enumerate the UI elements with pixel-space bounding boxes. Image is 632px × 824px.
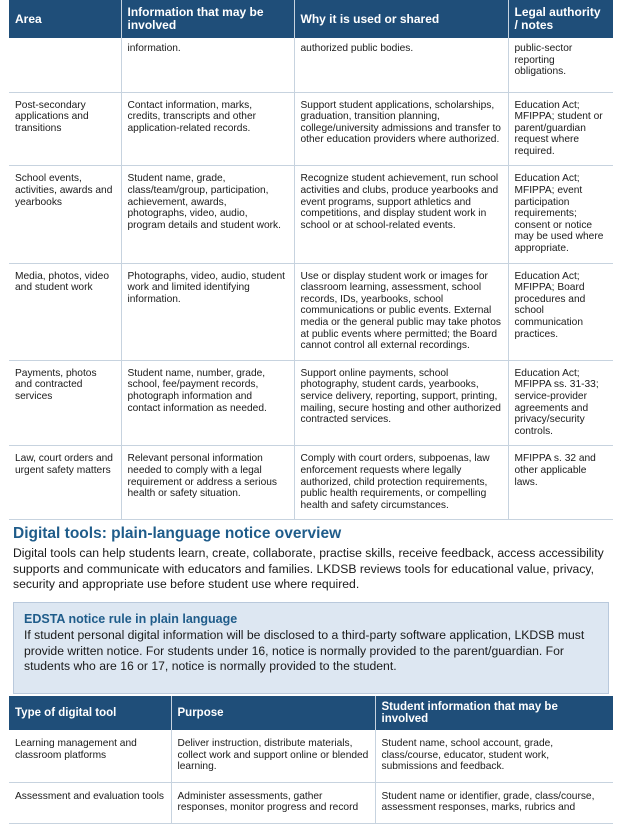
table-cell: Contact information, marks, credits, transcripts and other application-related records. bbox=[121, 92, 294, 166]
table-cell: Student name, number, grade, school, fee/payment records, photograph information and contact information as needed. bbox=[121, 360, 294, 446]
table-cell: information. bbox=[121, 38, 294, 92]
table-header-row bbox=[9, 0, 613, 38]
notice-text: If student personal digital information will be disclosed to a third-party software application, LKDSB must provide written notice. For students under 16, notice is normally provided to the parent/guardian. For students who are 16 or 17, notice is normally provided to the student. bbox=[24, 628, 585, 674]
table-cell bbox=[9, 38, 121, 92]
table-cell: Support online payments, school photography, student cards, yearbooks, service delivery, reporting, support, printing, mailing, secure hosting and other authorized contracted services. bbox=[294, 360, 508, 446]
table-row bbox=[9, 360, 613, 446]
table-cell: Education Act; MFIPPA; Board procedures and school communication practices. bbox=[508, 263, 613, 360]
table-cell: Administer assessments, gather responses, monitor progress and record bbox=[171, 782, 375, 823]
table-cell: Photographs, video, audio, student work and limited identifying information. bbox=[121, 263, 294, 360]
digital-tools-table bbox=[9, 696, 613, 824]
table-cell: authorized public bodies. bbox=[294, 38, 508, 92]
table-cell: Student name, school account, grade, class/course, educator, student work, submissions and feedback. bbox=[375, 730, 613, 782]
column-header-student-info: Student information that may be involved bbox=[375, 696, 613, 730]
table-cell: Education Act; MFIPPA ss. 31-33; service-provider agreements and privacy/security controls. bbox=[508, 360, 613, 446]
table-cell: Recognize student achievement, run school activities and clubs, produce yearbooks and event programs, support athletics and competitions, and display student work in school or at school-related events. bbox=[294, 166, 508, 263]
column-header-legal: Legal authority / notes bbox=[508, 0, 613, 38]
section-title: Digital tools: plain-language notice overview bbox=[13, 525, 342, 542]
table-cell: Learning management and classroom platforms bbox=[9, 730, 171, 782]
notice-title: EDSTA notice rule in plain language bbox=[24, 612, 238, 626]
table-cell: Education Act; MFIPPA; event participation requirements; consent or notice may be used where appropriate. bbox=[508, 166, 613, 263]
column-header-information: Information that may be involved bbox=[121, 0, 294, 38]
table-cell: Law, court orders and urgent safety matters bbox=[9, 446, 121, 520]
table-cell: MFIPPA s. 32 and other applicable laws. bbox=[508, 446, 613, 520]
table-cell: Relevant personal information needed to comply with a legal requirement or address a serious health or safety situation. bbox=[121, 446, 294, 520]
table-cell: Payments, photos and contracted services bbox=[9, 360, 121, 446]
table-cell: Student name or identifier, grade, class/course, assessment responses, marks, rubrics and bbox=[375, 782, 613, 823]
table-row bbox=[9, 92, 613, 166]
table-cell: Media, photos, video and student work bbox=[9, 263, 121, 360]
notice-box bbox=[13, 602, 609, 694]
table-cell: Deliver instruction, distribute materials, collect work and support online or blended learning. bbox=[171, 730, 375, 782]
section-intro: Digital tools can help students learn, create, collaborate, practise skills, receive feedback, access accessibility supports and communicate with educators and families. LKDSB reviews tools for educational value, privacy, security and appropriate use before student use where required. bbox=[13, 546, 604, 592]
table-cell: Assessment and evaluation tools bbox=[9, 782, 171, 823]
table-row bbox=[9, 166, 613, 263]
column-header-purpose: Purpose bbox=[171, 696, 375, 730]
table-cell: Use or display student work or images for classroom learning, assessment, school records, IDs, yearbooks, school communications or public events. External media or the general public may take photos at public events where permitted; the Board cannot control all external recordings. bbox=[294, 263, 508, 360]
column-header-tool-type: Type of digital tool bbox=[9, 696, 171, 730]
table-row bbox=[9, 446, 613, 520]
table-cell: Post-secondary applications and transitions bbox=[9, 92, 121, 166]
table-cell: School events, activities, awards and yearbooks bbox=[9, 166, 121, 263]
table-cell: Comply with court orders, subpoenas, law enforcement requests where legally authorized, child protection requirements, public health requirements, or compelling health and safety circumstances. bbox=[294, 446, 508, 520]
table-header-row bbox=[9, 696, 613, 730]
table-row bbox=[9, 38, 613, 92]
legal-authority-table bbox=[9, 0, 613, 520]
column-header-why: Why it is used or shared bbox=[294, 0, 508, 38]
table-row bbox=[9, 730, 613, 782]
table-row bbox=[9, 782, 613, 823]
table-cell: Education Act; MFIPPA; student or parent/guardian request where required. bbox=[508, 92, 613, 166]
column-header-area: Area bbox=[9, 0, 121, 38]
table-cell: Support student applications, scholarships, graduation, transition planning, college/university admissions and transfer to other education providers where authorized. bbox=[294, 92, 508, 166]
table-cell: public-sector reporting obligations. bbox=[508, 38, 613, 92]
table-row bbox=[9, 263, 613, 360]
table-cell: Student name, grade, class/team/group, participation, achievement, awards, photographs, video, audio, program details and student work. bbox=[121, 166, 294, 263]
